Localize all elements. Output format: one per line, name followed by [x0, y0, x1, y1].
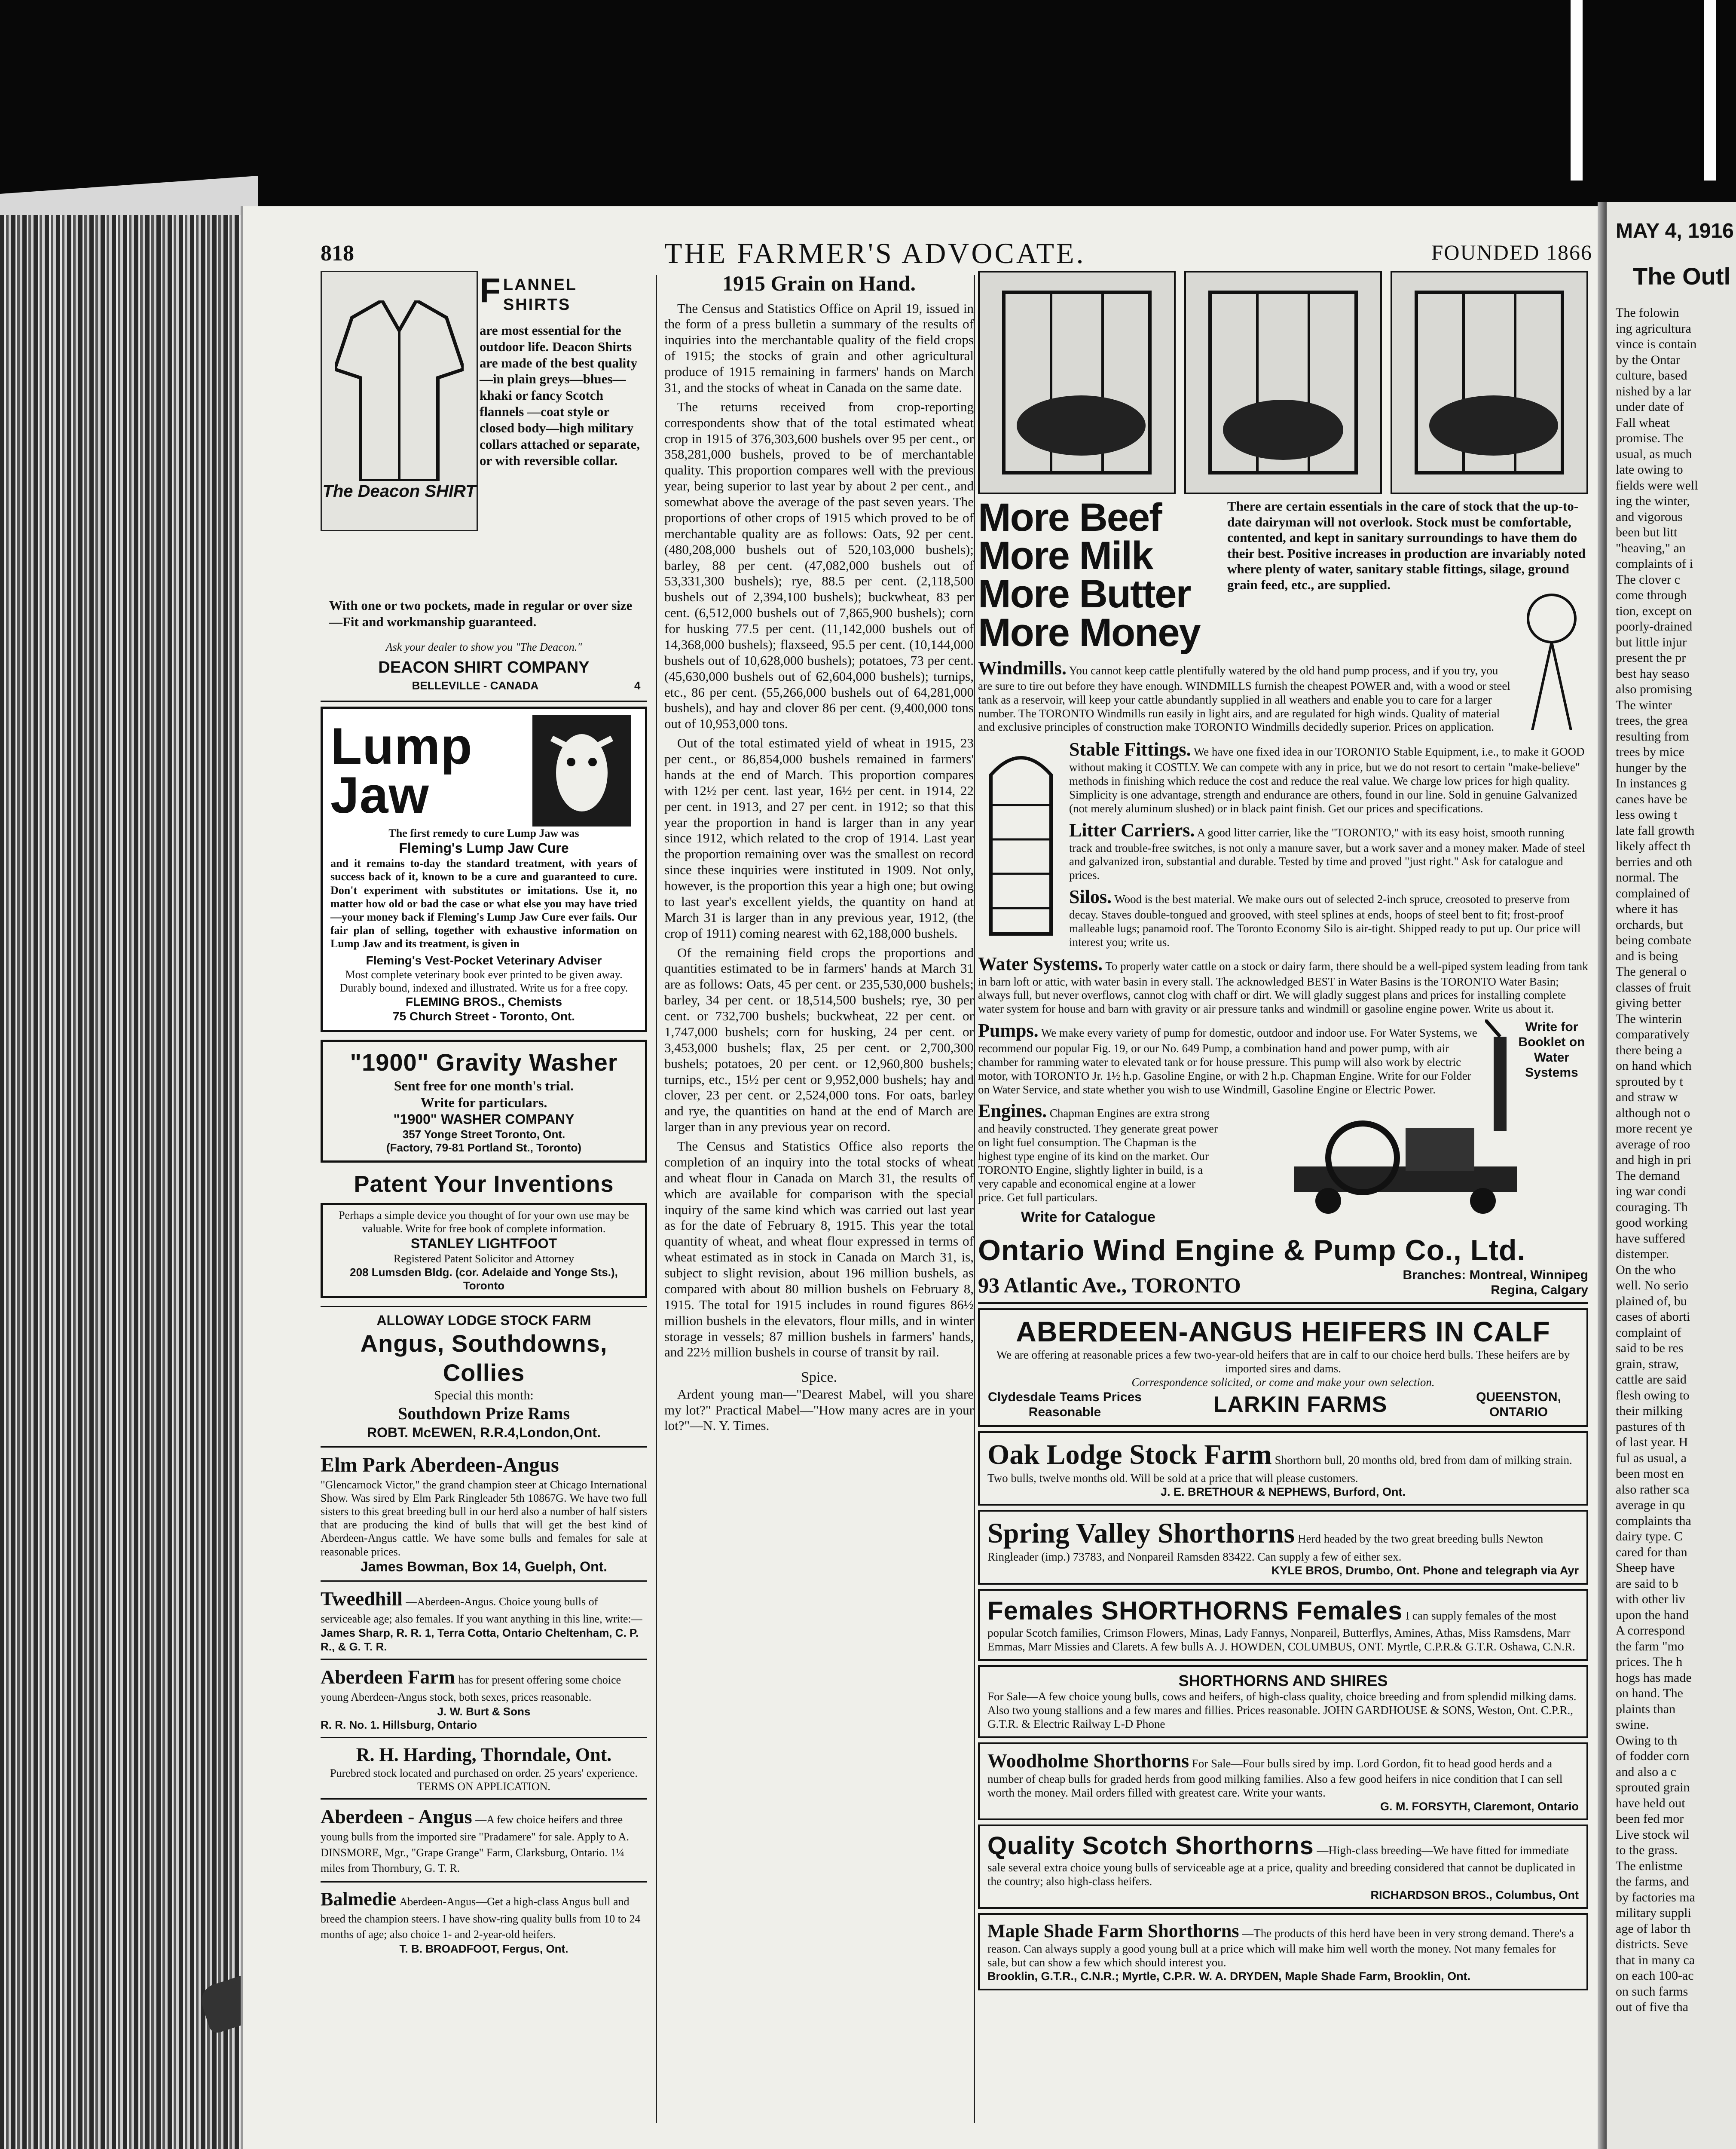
- heifers-note: Correspondence solicited, or come and make your own selection.: [1131, 1376, 1435, 1389]
- shires-ad: [978, 1665, 1588, 1738]
- facing-page-line: out of five tha: [1616, 2000, 1689, 2014]
- facing-page-line: the farms, and: [1616, 1874, 1689, 1889]
- spice-title: Spice.: [801, 1369, 837, 1386]
- alloway-ad: [321, 1312, 647, 1441]
- company-address: 93 Atlantic Ave., TORONTO: [978, 1273, 1241, 1297]
- deacon-ask: Ask your dealer to show you "The Deacon.": [385, 641, 582, 653]
- facing-page-line: more recent ye: [1616, 1121, 1693, 1136]
- lump-jaw-book: Fleming's Vest-Pocket Veterinary Adviser: [366, 953, 602, 967]
- facing-page-line: couraging. Th: [1616, 1200, 1688, 1214]
- article-paragraph: The Census and Statistics Office on April 19, issued in the form of a press bulletin a summary of the results of inquiries into the merchantable quality of the field crops of 1915; the stocks of grain and other agricultural produce of 1915 remaining in farmers' hands on March 31, and the stocks of wheat in Canada on the same date.: [664, 300, 974, 395]
- harding-title: R. H. Harding, Thorndale, Ont.: [356, 1744, 612, 1765]
- background-pole: [1571, 0, 1583, 181]
- queenston: QUEENSTON, ONTARIO: [1476, 1390, 1561, 1420]
- book-binding: [0, 215, 258, 2149]
- facing-page-line: to the grass.: [1616, 1843, 1678, 1857]
- divider: [321, 1446, 647, 1448]
- pumps-text: We make every variety of pump for domestic, outdoor and indoor use. For Water Systems, we recommend our popular Fig. 19, or our No. 649 Pump, a combination hand and power pump, with air chamber for ramming water to elevated tank or for house pressure. This pump will also work by electric motor, with TORONTO Jr. 1½ h.p. Gasoline Engine, or with 2 h.p. Chapman Engine. Write for our Folder on Water Service, and state whether you wish to use Windmill, Gasoline Engine or Electric Power.: [978, 1026, 1477, 1096]
- facing-page-line: distemper.: [1616, 1247, 1669, 1261]
- facing-page-line: berries and oth: [1616, 854, 1693, 869]
- divider: [321, 1659, 647, 1660]
- tweedhill-owner: James Sharp, R. R. 1, Terra Cotta, Ontario Cheltenham, C. P. R., & G. T. R.: [321, 1626, 639, 1653]
- shires-text: For Sale—A few choice young bulls, cows and heifers, of high-class quality, choice breeding and from splendid milking dams. Also two young stallions and a few mares and fillies. Prices reasonable. JOHN GARDHOUSE & SONS, Weston, Ont. C.P.R., G.T.R. & Electric Railway L-D Phone: [987, 1690, 1577, 1730]
- silos-heading: Silos.: [1069, 886, 1112, 908]
- facing-page-line: classes of fruit: [1616, 980, 1691, 995]
- facing-page-line: A correspond: [1616, 1623, 1685, 1638]
- oak-lodge-owner: J. E. BRETHOUR & NEPHEWS, Burford, Ont.: [1160, 1485, 1406, 1498]
- oak-lodge-title: Oak Lodge Stock Farm: [987, 1439, 1272, 1470]
- facing-page-line: have held out: [1616, 1796, 1685, 1810]
- cow-in-stall-icon: [1408, 284, 1571, 481]
- heifers-text: We are offering at reasonable prices a few two-year-old heifers that are in calf to our choice herd bulls. These heifers are by imported sires and dams.: [996, 1348, 1570, 1375]
- facing-page-title: The Outl: [1633, 263, 1731, 290]
- balmedie-text: Aberdeen-Angus—Get a high-class Angus bull and breed the champion steers. I have show-ring quality bulls from 10 to 24 months of age; also choice 1- and 2-year-old heifers.: [321, 1895, 641, 1941]
- shirt-icon: [335, 300, 464, 481]
- lump-jaw-ad: [321, 707, 647, 1032]
- catalogue-note: Write for Catalogue: [1021, 1209, 1155, 1226]
- column-rule: [656, 275, 657, 2123]
- maple-shade-owner: Brooklin, G.T.R., C.N.R.; Myrtle, C.P.R. W. A. DRYDEN, Maple Shade Farm, Brooklin, Ont.: [987, 1970, 1471, 1983]
- woodholme-owner: G. M. FORSYTH, Claremont, Ontario: [1380, 1800, 1579, 1813]
- harding-terms: TERMS ON APPLICATION.: [417, 1780, 550, 1793]
- page-number: 818: [321, 241, 354, 266]
- patent-name: STANLEY LIGHTFOOT: [410, 1236, 557, 1252]
- females-ad: [978, 1589, 1588, 1661]
- facing-page-line: present the pr: [1616, 651, 1686, 665]
- booklet-note: Write for Booklet on Water Systems: [1518, 1020, 1585, 1080]
- facing-page: [1607, 202, 1736, 2149]
- aberdeen-farm-addr: R. R. No. 1. Hillsburg, Ontario: [321, 1718, 477, 1731]
- balmedie-owner: T. B. BROADFOOT, Fergus, Ont.: [399, 1942, 568, 1955]
- cow-head-illustration: [532, 715, 631, 827]
- stable-text: We have one fixed idea in our TORONTO Stable Equipment, i.e., to make it GOOD without making it COSTLY. We can compete with any in price, but we do not resort to certain "make-believe" methods in finishing which reduce the cost and reduce the real value. We charge low prices for high quality. Simplicity is one advantage, strength and endurance are others, found in our line. Sold in genuine Galvanized (not merely aluminum slushed) or in black paint finish. Get our prices and specifications.: [1069, 745, 1585, 815]
- facing-page-line: Sheep have: [1616, 1561, 1675, 1575]
- litter-block: [1069, 819, 1588, 882]
- balmedie-ad: [321, 1888, 647, 1956]
- deacon-heading: LANNEL SHIRTS: [503, 276, 577, 314]
- facing-page-text: [1616, 305, 1698, 2015]
- facing-page-line: by factories ma: [1616, 1890, 1695, 1904]
- facing-page-line: age of labor th: [1616, 1921, 1691, 1936]
- oak-lodge-text: Shorthorn bull, 20 months old, bred from dam of milking strain. Two bulls, twelve months old. Will be sold at a price that will please customers.: [987, 1453, 1572, 1485]
- facing-page-line: prices. The h: [1616, 1655, 1683, 1669]
- lump-jaw-text: and it remains to-day the standard treatment, with years of success back of it, known to be a cure and guaranteed to cure. Don't experiment with substitutes or imitations. Use it, no matter how old or bad the case or what else you may have tried—your money back if Fleming's Lump Jaw Cure ever fails. Our fair plan of selling, together with exhaustive information on Lump Jaw and its treatment, is given in: [330, 857, 637, 950]
- facing-page-line: cattle are said: [1616, 1372, 1687, 1387]
- facing-page-line: The clover c: [1616, 572, 1680, 587]
- heifers-ad: [978, 1308, 1588, 1427]
- facing-page-line: military suppli: [1616, 1906, 1691, 1920]
- company-branches: Branches: Montreal, Winnipeg Regina, Calgary: [1403, 1267, 1588, 1298]
- facing-page-line: The demand: [1616, 1168, 1680, 1183]
- facing-page-line: normal. The: [1616, 870, 1679, 885]
- litter-heading: Litter Carriers.: [1069, 819, 1195, 841]
- facing-page-line: pastures of th: [1616, 1419, 1685, 1434]
- lump-jaw-book-text: Most complete veterinary book ever printed to be given away. Durably bound, indexed and illustrated. Write us for a free copy.: [339, 968, 628, 994]
- patent-ad: [321, 1170, 647, 1298]
- headline-line: More Butter: [978, 572, 1191, 616]
- facing-page-line: trees, the grea: [1616, 713, 1688, 728]
- aberdeen-farm-owner: J. W. Burt & Sons: [437, 1705, 531, 1718]
- facing-page-line: likely affect th: [1616, 839, 1691, 853]
- oak-lodge-ad: [978, 1431, 1588, 1506]
- engines-text: Chapman Engines are extra strong and heavily constructed. They generate great power on light fuel consumption. The Chapman is the highest type engine of its kind on the market. Our TORONTO Engine, slightly lighter in build, is a very capable and economical engine at a lower price. Get full particulars.: [978, 1107, 1218, 1204]
- stable-heading: Stable Fittings.: [1069, 739, 1191, 760]
- elmpark-title: Elm Park Aberdeen-Angus: [321, 1454, 559, 1477]
- facing-page-line: The enlistme: [1616, 1858, 1683, 1873]
- quality-owner: RICHARDSON BROS., Columbus, Ont: [1370, 1888, 1579, 1901]
- facing-page-line: on each 100-ac: [1616, 1968, 1694, 1983]
- divider: [321, 1798, 647, 1800]
- ontario-wind-engine-ad: [978, 271, 1588, 1995]
- elmpark-ad: [321, 1453, 647, 1575]
- facing-page-line: their milking: [1616, 1404, 1683, 1418]
- stall-illustration: [978, 271, 1176, 494]
- lump-jaw-firm: FLEMING BROS., Chemists: [405, 995, 562, 1009]
- stall-illustration: [1184, 271, 1382, 494]
- article-paragraph: Out of the total estimated yield of wheat in 1915, 23 per cent., or 86,854,000 bushels remained in farmers' hands at the end of March. This proportion compares with 12½ per cent. last year, 16½ per cent. in 1914, 22 per cent. in 1913, and 27 per cent. in 1912; so that this year the proportion in hand is larger than in any year since 1912, which related to the crop of 1914. Last year the proportion remaining over was the smallest on record since these inquiries were instituted in 1909. Not only, however, is the proportion this year a high one; but owing to last year's excellent yields, the quantity on hand at March 31 is larger than in any previous year, 1912, (the crop of 1911) coming nearest with 62,188,000 bushels.: [664, 735, 974, 941]
- facing-page-line: Owing to th: [1616, 1733, 1678, 1748]
- facing-page-line: canes have be: [1616, 792, 1687, 806]
- lump-jaw-product: Fleming's Lump Jaw Cure: [399, 840, 569, 856]
- facing-page-line: of last year. H: [1616, 1435, 1688, 1449]
- deacon-company: DEACON SHIRT COMPANY: [378, 658, 590, 677]
- article-column: [664, 271, 974, 1437]
- windmills-text: You cannot keep cattle plentifully watered by the old hand pump process, and if you try, you are sure to tire out before they have enough. WINDMILLS furnish the cheapest POWER and, with a wood or steel tank as a reservoir, will keep your cattle abundantly supplied in all weathers and enable you to care for a larger number. The TORONTO Windmills run easily in light airs, and are regulated for high winds. Quality of material and exclusive principles of construction make TORONTO Windmills decidedly superior. Prices on application.: [978, 664, 1510, 734]
- facing-page-line: there being a: [1616, 1043, 1682, 1057]
- alloway-owner: ROBT. McEWEN, R.R.4,London,Ont.: [367, 1425, 601, 1441]
- facing-page-line: grain, straw,: [1616, 1356, 1679, 1371]
- cow-icon: [539, 721, 625, 820]
- maple-shade-text: —The products of this herd have been in very strong demand. There's a reason. Can always supply a good young bull at a price which will make him well worth the money. Not many females for sale, but can show a few which should interest you.: [987, 1927, 1574, 1969]
- facing-page-line: under date of: [1616, 400, 1684, 414]
- facing-page-line: and is being: [1616, 949, 1678, 963]
- facing-page-line: The winterin: [1616, 1011, 1682, 1026]
- deacon-code: 4: [634, 679, 641, 692]
- facing-page-line: of fodder corn: [1616, 1749, 1690, 1763]
- washer-title: "1900" Gravity Washer: [350, 1049, 618, 1076]
- alloway-rams: Southdown Prize Rams: [397, 1404, 570, 1423]
- facing-page-line: and high in pri: [1616, 1153, 1691, 1167]
- headline-row: [978, 496, 1588, 655]
- shires-title: SHORTHORNS AND SHIRES: [1178, 1671, 1388, 1690]
- windmills-heading: Windmills.: [978, 657, 1067, 679]
- quality-text: —High-class breeding—We have fitted for immediate sale several extra choice young bulls of serviceable age at a price, quality and breeding considered that cannot be duplicated in the country; also high-class heifers.: [987, 1844, 1576, 1888]
- harding-ad: [321, 1743, 647, 1793]
- facing-page-line: In instances g: [1616, 776, 1687, 790]
- facing-page-line: The general o: [1616, 964, 1687, 979]
- facing-page-line: cared for than: [1616, 1545, 1687, 1559]
- facing-page-line: hogs has made: [1616, 1670, 1692, 1685]
- spring-valley-ad: [978, 1510, 1588, 1585]
- headline-line: More Milk: [978, 534, 1153, 578]
- facing-page-line: hunger by the: [1616, 760, 1687, 775]
- facing-page-line: fields were well: [1616, 478, 1698, 493]
- tweedhill-text: —Aberdeen-Angus. Choice young bulls of serviceable age; also females. If you want anything in this line, write:—: [321, 1595, 642, 1625]
- facing-page-line: comparatively: [1616, 1027, 1690, 1041]
- patent-role: Registered Patent Solicitor and Attorney: [393, 1252, 575, 1265]
- aberdeen-angus-title: Aberdeen - Angus: [321, 1805, 472, 1828]
- patent-text: Perhaps a simple device you thought of for your own use may be valuable. Write for free book of complete information.: [339, 1209, 629, 1235]
- divider: [321, 1580, 647, 1582]
- patent-box: [321, 1203, 647, 1298]
- stall-illustration: [1391, 271, 1588, 494]
- lump-jaw-remedy: The first remedy to cure Lump Jaw was: [388, 827, 579, 839]
- silo-illustration: [978, 738, 1064, 940]
- ad-column: [321, 271, 647, 1956]
- facing-page-line: swine.: [1616, 1717, 1649, 1732]
- water-heading: Water Systems.: [978, 953, 1103, 974]
- engines-heading: Engines.: [978, 1100, 1047, 1122]
- spring-valley-text: Herd headed by the two great breeding bulls Newton Ringleader (imp.) 73783, and Nonpareil Ramsden 83422. Can supply a few of either sex.: [987, 1532, 1543, 1564]
- females-title: Females SHORTHORNS Females: [987, 1596, 1403, 1626]
- deacon-text: [480, 271, 643, 315]
- company-name: Ontario Wind Engine & Pump Co., Ltd.: [978, 1234, 1526, 1267]
- maple-shade-ad: [978, 1913, 1588, 1990]
- facing-page-line: have suffered: [1616, 1231, 1685, 1246]
- aberdeen-farm-ad: [321, 1665, 647, 1732]
- facing-page-line: upon the hand: [1616, 1607, 1689, 1622]
- facing-page-line: but little injur: [1616, 635, 1687, 649]
- larkin-farms: LARKIN FARMS: [1213, 1392, 1388, 1417]
- cow-in-stall-icon: [1201, 284, 1365, 481]
- facing-page-line: Live stock wil: [1616, 1827, 1690, 1842]
- facing-page-line: The folowin: [1616, 306, 1679, 320]
- facing-page-line: on hand. The: [1616, 1686, 1683, 1700]
- article-title: 1915 Grain on Hand.: [722, 271, 916, 295]
- facing-page-line: on hand which: [1616, 1059, 1692, 1073]
- litter-text: A good litter carrier, like the "TORONTO," with its easy hoist, smooth running track and trouble-free switches, is not only a manure saver, but a work saver and a money maker. Made of steel and galvanized iron, substantial and durable. Tested by time and proved "just right." Ask for catalogue and prices.: [1069, 826, 1585, 882]
- quality-ad: [978, 1825, 1588, 1909]
- facing-page-line: well. No serio: [1616, 1278, 1689, 1292]
- washer-line2: Write for particulars.: [420, 1094, 547, 1110]
- facing-page-line: promise. The: [1616, 431, 1684, 445]
- facing-page-line: ing the winter,: [1616, 494, 1690, 508]
- facing-page-line: sprouted grain: [1616, 1780, 1690, 1794]
- facing-page-line: plaints than: [1616, 1702, 1676, 1716]
- facing-page-line: best hay seaso: [1616, 666, 1690, 681]
- engine-illustration: [1223, 1100, 1588, 1225]
- founded-date: FOUNDED 1866: [1431, 240, 1592, 264]
- aberdeen-farm-text: has for present offering some choice young Aberdeen-Angus stock, both sexes, prices reasonable.: [321, 1673, 621, 1703]
- washer-addr1: 357 Yonge Street Toronto, Ont.: [402, 1127, 565, 1141]
- pumps-section: [978, 1019, 1588, 1096]
- facing-page-line: being combate: [1616, 933, 1691, 947]
- headline-line: More Beef: [978, 496, 1161, 539]
- windmill-section: [978, 657, 1588, 734]
- woodholme-title: Woodholme Shorthorns: [987, 1749, 1189, 1772]
- masthead-title: THE FARMER'S ADVOCATE.: [664, 237, 1086, 269]
- water-text: To properly water cattle on a stock or dairy farm, there should be a well-piped system leading from tank in barn loft or attic, with water basin in every stall. The acknowledged BEST in Water Basins is the TORONTO Water Basin; always full, but never overflows, cannot clog with chaff or dirt. We will gladly suggest plans and prices for installing complete water system for house and barn with gravity or air pressure tanks and windmill or gasoline engine power. Write us about it.: [978, 959, 1588, 1016]
- facing-page-line: The winter: [1616, 698, 1672, 712]
- headline-line: More Money: [978, 610, 1200, 655]
- facing-page-line: by the Ontar: [1616, 352, 1680, 367]
- maple-shade-title: Maple Shade Farm Shorthorns: [987, 1920, 1239, 1942]
- facing-page-line: vince is contain: [1616, 337, 1697, 351]
- windmill-icon: [1515, 593, 1588, 730]
- deacon-city: BELLEVILLE - CANADA: [412, 679, 539, 692]
- elmpark-owner: James Bowman, Box 14, Guelph, Ont.: [360, 1558, 608, 1574]
- intro-text: There are certain essentials in the care of stock that the up-to-date dairyman will not overlook. Stock must be comfortable, contented, and kept in sanitary surroundings to have them do their best. Positive increases in production are invariably noted where plenty of water, sanitary stable fittings, silage, ground grain feed, etc., are supplied.: [1227, 499, 1586, 592]
- silo-icon: [982, 741, 1060, 938]
- facing-page-line: with other liv: [1616, 1592, 1685, 1606]
- divider: [321, 1737, 647, 1738]
- facing-page-line: resulting from: [1616, 729, 1689, 744]
- facing-page-line: ful as usual, a: [1616, 1451, 1687, 1465]
- facing-page-line: cases of aborti: [1616, 1310, 1690, 1324]
- facing-page-line: although not o: [1616, 1105, 1690, 1120]
- females-text: I can supply females of the most popular Scotch families, Crimson Flowers, Minas, Lady Fannys, Nonpareil, Butterflys, Amines, Athas, Miss Ramsdens, Marr Emmas, Marr Missies and Clarets. A few bulls A. J. HOWDEN, COLUMBUS, ONT. Myrtle, C.P.R.& G.T.R. Oshawa, C.N.R.: [987, 1609, 1575, 1653]
- pump-icon: [1485, 1019, 1515, 1131]
- spring-valley-owner: KYLE BROS, Drumbo, Ont. Phone and telegraph via Ayr: [1271, 1564, 1579, 1577]
- spring-valley-title: Spring Valley Shorthorns: [987, 1518, 1295, 1549]
- facing-page-line: culture, based: [1616, 368, 1687, 383]
- facing-page-line: been most en: [1616, 1466, 1684, 1481]
- facing-page-line: good working: [1616, 1215, 1688, 1230]
- facing-page-line: average in qu: [1616, 1498, 1685, 1512]
- tweedhill-ad: [321, 1587, 647, 1653]
- facing-page-line: late owing to: [1616, 462, 1683, 477]
- article-paragraph: The Census and Statistics Office also reports the completion of an inquiry into the total stocks of wheat and wheat flour in Canada on March 31, the results of which are available for comparison with the special inquiry of the same kind which was carried out last year as for the date of February 8, 1915. This year the total quantity of wheat, and wheat flour expressed in terms of wheat estimated as in stock in Canada on March 31, is, subject to slight revision, about 196 million bushels, as compared with about 80 million bushels on February 8, 1915. The total for 1915 includes in round figures 86½ million bushels in the elevators, flour mills, and in winter storage in vessels; 87 million bushels in farmers' hands, and 22½ million bushels in course of transit by rail.: [664, 1139, 974, 1360]
- patent-title: Patent Your Inventions: [354, 1171, 614, 1197]
- facing-page-line: poorly-drained: [1616, 619, 1693, 634]
- facing-page-line: said to be res: [1616, 1341, 1684, 1355]
- aberdeen-farm-title: Aberdeen Farm: [321, 1665, 455, 1688]
- tweedhill-title: Tweedhill: [321, 1587, 403, 1610]
- facing-page-line: that in many ca: [1616, 1953, 1695, 1967]
- washer-ad: [321, 1040, 647, 1163]
- deacon-logo: The Deacon SHIRT: [322, 481, 476, 501]
- facing-page-line: less owing t: [1616, 808, 1678, 822]
- heifers-title: ABERDEEN-ANGUS HEIFERS IN CALF: [1016, 1315, 1550, 1347]
- facing-page-line: late fall growth: [1616, 823, 1695, 838]
- facing-page-line: been but litt: [1616, 525, 1678, 539]
- stable-block: [1069, 738, 1588, 815]
- facing-page-line: complaints of i: [1616, 557, 1693, 571]
- facing-page-line: on such farms: [1616, 1984, 1688, 1999]
- facing-page-line: usual, as much: [1616, 447, 1692, 461]
- facing-page-line: the farm "mo: [1616, 1639, 1684, 1653]
- alloway-title: Angus, Southdowns, Collies: [360, 1330, 608, 1387]
- facing-page-line: complaints tha: [1616, 1513, 1691, 1528]
- aberdeen-angus-text: —A few choice heifers and three young bulls from the imported sire "Pradamere" for sale. Apply to A. DINSMORE, Mgr., "Grape Grange" Farm, Clarksburg, Ontario. 1¼ miles from Thornbury, G. T. R.: [321, 1813, 630, 1875]
- facing-page-line: average of roo: [1616, 1137, 1690, 1151]
- background-pole: [1704, 0, 1716, 181]
- balmedie-title: Balmedie: [321, 1888, 396, 1910]
- facing-page-line: plained of, bu: [1616, 1294, 1687, 1308]
- fittings-section: [978, 738, 1588, 949]
- divider: [321, 1881, 647, 1883]
- facing-page-line: sprouted by t: [1616, 1074, 1683, 1089]
- column-rule: [974, 275, 975, 2123]
- water-block: [978, 953, 1588, 1016]
- facing-page-line: tion, except on: [1616, 603, 1692, 618]
- facing-page-line: also promising: [1616, 682, 1692, 696]
- facing-page-line: giving better: [1616, 996, 1681, 1010]
- deacon-shirt-illustration: [321, 271, 478, 531]
- lump-jaw-address: 75 Church Street - Toronto, Ont.: [392, 1010, 575, 1023]
- deacon-initial: F: [480, 271, 501, 309]
- facing-page-line: orchards, but: [1616, 917, 1683, 932]
- pumps-heading: Pumps.: [978, 1020, 1039, 1041]
- facing-page-line: and straw w: [1616, 1090, 1678, 1104]
- article-paragraph: Of the remaining field crops the proportions and quantities estimated to be in farmers' hands at March 31 are as follows: Oats, 45 per cent. or 235,530,000 bushels; barley, 34 per cent. or 18,514,500 bushels; rye, 30 per cent. or 732,700 bushels; buckwheat, 22 per cent. or 1,747,000 bushels; corn for husking, 24 per cent. or 3,453,000 bushels; flax, 25 per cent. or 2,700,300 bushels; potatoes, 20 per cent. or 12,960,800 bushels; turnips, etc., 15½ per cent or 9,952,000 bushels; hay and clover, 23 per cent. or 2,524,000 tons. For oats, barley and rye, the quantities on hand at the end of March are larger than in any previous year on record.: [664, 945, 974, 1135]
- deacon-body2: With one or two pockets, made in regular or over size—Fit and workmanship guaranteed.: [329, 598, 633, 629]
- washer-addr2: (Factory, 79-81 Portland St., Toronto): [386, 1141, 582, 1154]
- facing-page-line: and also a c: [1616, 1764, 1676, 1779]
- facing-page-line: districts. Seve: [1616, 1937, 1688, 1951]
- deacon-body: are most essential for the outdoor life. Deacon Shirts are made of the best quality—in plain greys—blues—khaki or fancy Scotch flannels —coat style or closed body—high military collars attached or separate, or with reversible collar.: [480, 323, 640, 468]
- facing-page-line: and vigorous: [1616, 509, 1683, 524]
- washer-company: "1900" WASHER COMPANY: [393, 1111, 575, 1127]
- facing-page-line: come through: [1616, 588, 1687, 602]
- deacon-shirt-ad: [321, 271, 647, 702]
- woodholme-text: For Sale—Four bulls sired by imp. Lord Gordon, fit to head good herds and a number of cheap bulls for graded herds from good milking families. Also a few good heifers in nice condition that I can sell worth the money. Mail orders filled with greatest care. Write your wants.: [987, 1757, 1563, 1799]
- quality-title: Quality Scotch Shorthorns: [987, 1832, 1314, 1860]
- newspaper-page: [241, 206, 1605, 2149]
- elmpark-text: "Glencarnock Victor," the grand champion steer at Chicago International Show. Was sired by Elm Park Ringleader 5th 10867G. We have two full sisters to this great breeding bull in our herd also a number of half sisters that are producing the kind of bulls that will get the best kind of Aberdeen-Angus cattle. We have some bulls and females for sale at reasonable prices.: [321, 1478, 647, 1558]
- divider: [321, 1306, 647, 1307]
- alloway-special: Special this month:: [434, 1388, 534, 1402]
- facing-page-line: been fed mor: [1616, 1812, 1684, 1826]
- cow-in-stall-icon: [995, 284, 1158, 481]
- patent-addr: 208 Lumsden Bldg. (cor. Adelaide and Yonge Sts.), Toronto: [350, 1265, 618, 1292]
- facing-page-line: are said to b: [1616, 1576, 1678, 1591]
- company-footer: [978, 1233, 1588, 1304]
- facing-page-line: "heaving," an: [1616, 541, 1686, 555]
- spice-text: Ardent young man—"Dearest Mabel, will you share my lot?" Practical Mabel—"How many acres are in your lot?"—N. Y. Times.: [664, 1386, 974, 1433]
- facing-page-date: MAY 4, 1916: [1616, 220, 1734, 242]
- silos-block: [1069, 886, 1588, 949]
- lump-jaw-title: Lump Jaw: [330, 717, 473, 824]
- aberdeen-angus-ad: [321, 1805, 647, 1876]
- facing-page-line: also rather sca: [1616, 1482, 1690, 1497]
- clydesdale-note: Clydesdale Teams Prices Reasonable: [988, 1390, 1142, 1420]
- facing-page-line: where it has: [1616, 902, 1678, 916]
- facing-page-line: trees by mice: [1616, 745, 1684, 759]
- facing-page-line: flesh owing to: [1616, 1388, 1690, 1402]
- facing-page-line: ing agricultura: [1616, 321, 1691, 336]
- silos-text: Wood is the best material. We make ours out of selected 2-inch spruce, creosoted to preserve from decay. Staves double-tongued and grooved, with steel splines at ends, hoops of steel bent to fit; frost-proof malleable lugs; panamoid roof. The Toronto Economy Silo is air-tight. Shipped ready to put up. Our price will interest you; write us.: [1069, 893, 1581, 949]
- facing-page-line: Fall wheat: [1616, 415, 1670, 430]
- more-headline: [978, 496, 1219, 655]
- facing-page-line: ing war condi: [1616, 1184, 1687, 1198]
- facing-page-line: nished by a lar: [1616, 384, 1691, 398]
- woodholme-ad: [978, 1742, 1588, 1821]
- harding-text: Purebred stock located and purchased on order. 25 years' experience.: [330, 1766, 638, 1779]
- article-paragraph: The returns received from crop-reporting correspondents show that of the total estimated wheat crop in 1915 of 376,303,600 bushels over 95 per cent., or 358,281,000 bushels, proved to be of merchantable quality. This proportion compares well with the previous year, being superior to last year by about 2 per cent., and somewhat above the average of the past seven years. The proportions of other crops of 1915 which proved to be of merchantable quality are as follows: Oats, 92 per cent. (480,208,000 bushels out of 520,103,000 bushels); barley, 88 per cent. (47,082,000 bushels out of 53,331,300 bushels); rye, 88.5 per cent. (2,118,500 bushels out of 2,394,100 bushels); buckwheat, 83 per cent. (6,512,000 bushels out of 7,865,900 bushels); corn for husking 77.5 per cent. (11,142,000 bushels out of 14,368,000 bushels); flaxseed, 95.5 per cent. (10,144,000 bushels out of 10,628,000 bushels); potatoes, 73 per cent. (45,630,000 bushels out of 62,604,000 bushels); turnips, etc., 86 per cent. (55,266,000 bushels out of 64,281,000 bushels), and hay and clover 86 per cent. (9,400,000 tons out of 10,953,000 tons.: [664, 399, 974, 732]
- facing-page-line: dairy type. C: [1616, 1529, 1683, 1543]
- stall-illustrations: [978, 271, 1588, 494]
- facing-page-line: complained of: [1616, 886, 1690, 900]
- washer-line1: Sent free for one month's trial.: [394, 1078, 574, 1093]
- facing-page-line: complaint of: [1616, 1325, 1681, 1340]
- alloway-farm: ALLOWAY LODGE STOCK FARM: [376, 1313, 591, 1328]
- facing-page-line: On the who: [1616, 1262, 1676, 1277]
